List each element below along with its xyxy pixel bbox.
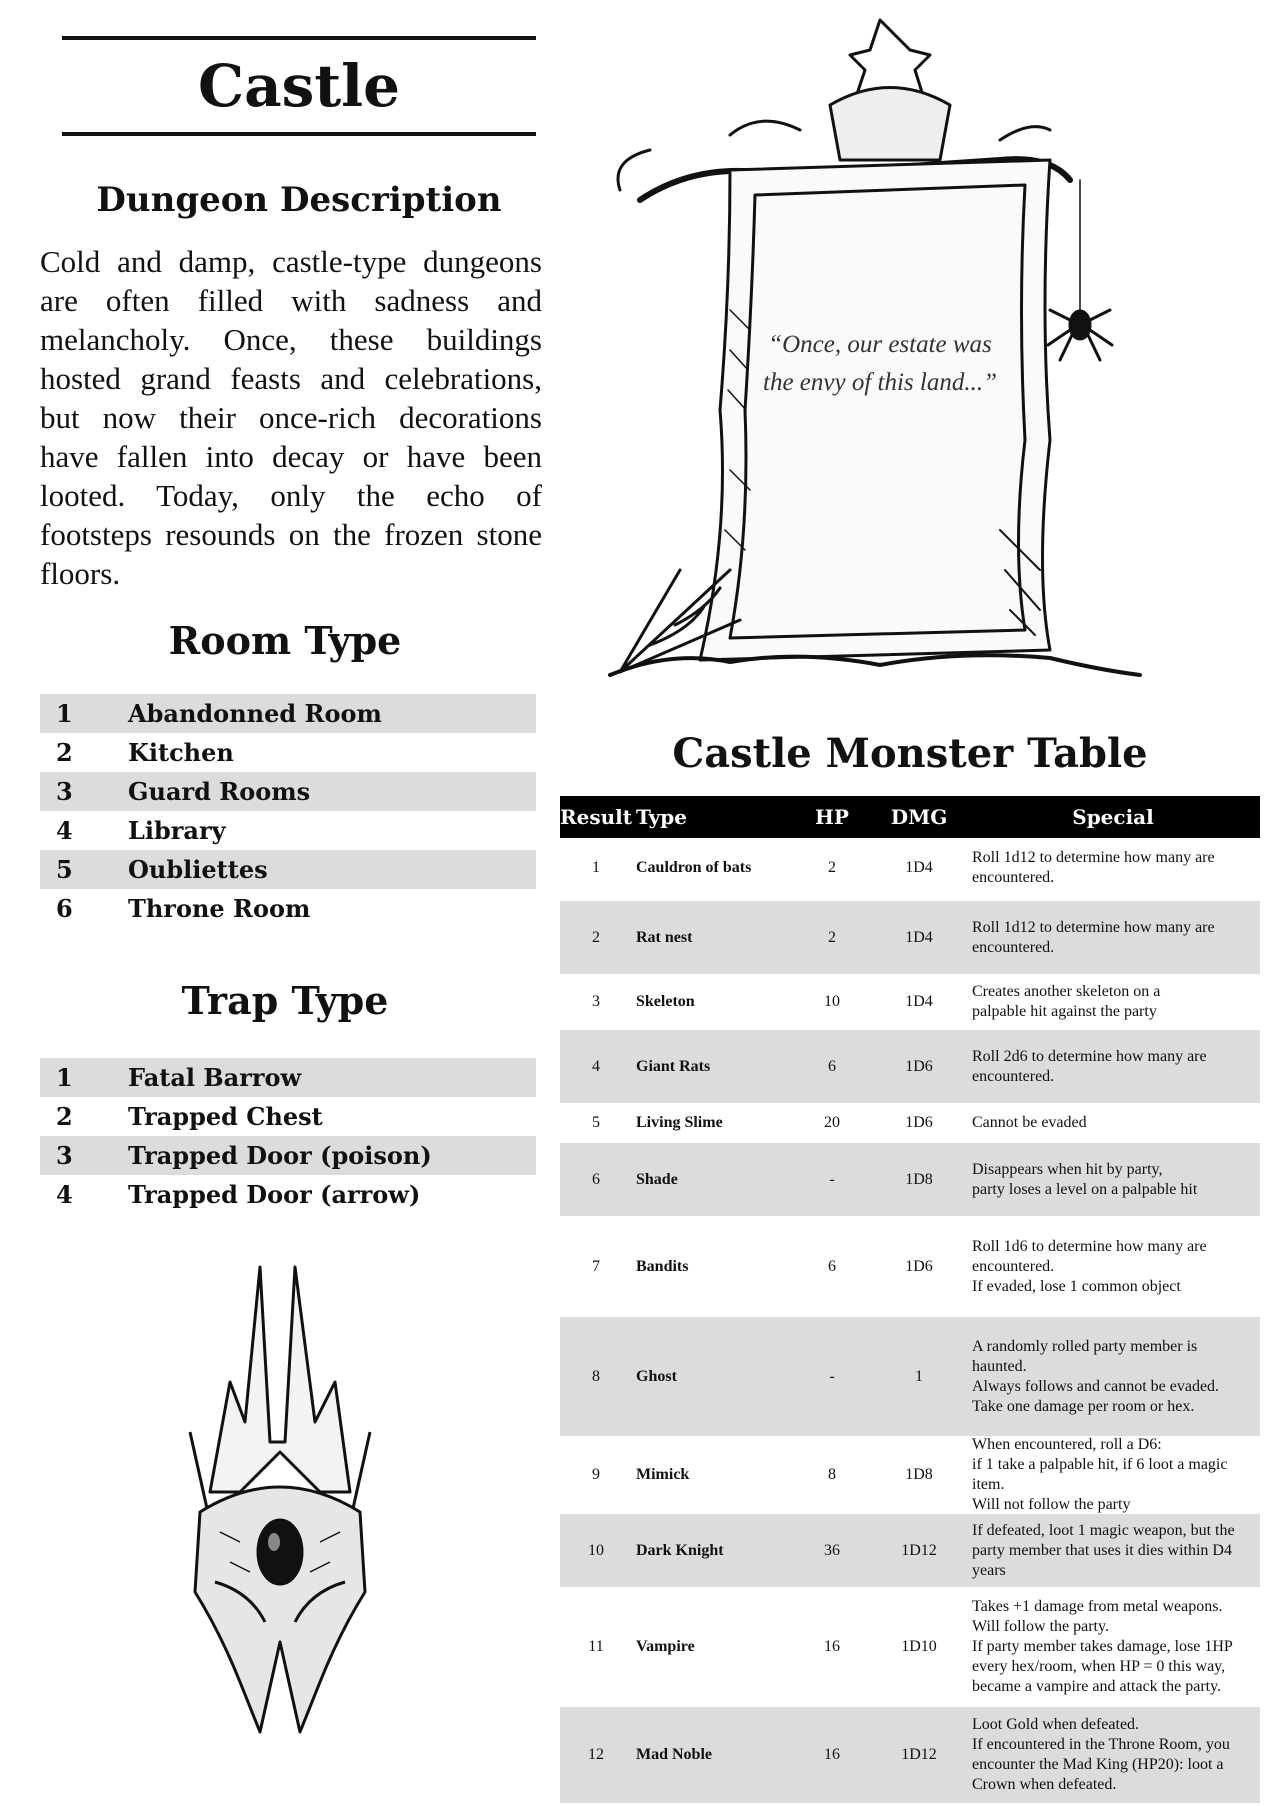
roll-number: 3 <box>56 1141 73 1170</box>
roll-number: 1 <box>56 699 73 728</box>
list-item <box>40 1136 536 1175</box>
type-cell: Bandits <box>636 1257 689 1275</box>
roll-number: 4 <box>56 816 73 845</box>
room-name: Oubliettes <box>128 855 268 884</box>
trap-name: Fatal Barrow <box>128 1063 302 1092</box>
table-header-row <box>560 796 1260 838</box>
hp-cell: 36 <box>824 1541 840 1559</box>
special-cell: Creates another skeleton on a palpable hit against the party <box>972 983 1161 1020</box>
monster-table-heading: Castle Monster Table <box>672 730 1148 777</box>
result-cell: 9 <box>592 1466 600 1483</box>
hp-cell: 16 <box>824 1638 840 1655</box>
special-cell: Cannot be evaded <box>972 1114 1087 1131</box>
dmg-cell: 1D8 <box>905 1170 933 1188</box>
ruined-banner-illustration <box>580 10 1200 710</box>
type-cell: Rat nest <box>636 928 693 946</box>
list-item <box>40 733 536 772</box>
result-cell: 3 <box>592 993 600 1010</box>
table-row <box>560 1707 1260 1806</box>
hp-cell: 2 <box>828 859 836 876</box>
type-cell: Mad Noble <box>636 1746 712 1763</box>
dmg-cell: 1D8 <box>905 1466 933 1483</box>
type-cell: Skeleton <box>636 993 695 1010</box>
dmg-cell: 1D12 <box>901 1541 937 1559</box>
table-row <box>560 901 1260 977</box>
special-cell: Takes +1 damage from metal weapons. Will follow the party. If party member takes damage, lose 1HP every hex/room, when HP = 0 this way, became a vampire and attack the party. <box>972 1598 1233 1695</box>
roll-number: 3 <box>56 777 73 806</box>
type-cell: Cauldron of bats <box>636 859 752 876</box>
trap-name: Trapped Door (arrow) <box>128 1180 421 1209</box>
monster-table <box>560 796 1260 1806</box>
list-item <box>40 811 536 850</box>
roll-number: 2 <box>56 1102 73 1131</box>
special-cell: A randomly rolled party member is haunted. Always follows and cannot be evaded. Take one damage per room or hex. <box>972 1337 1220 1415</box>
table-row <box>560 1219 1260 1317</box>
trap-type-list <box>40 1058 536 1214</box>
result-cell: 1 <box>592 859 600 876</box>
hp-cell: 8 <box>828 1466 836 1483</box>
trap-name: Trapped Chest <box>128 1102 323 1131</box>
special-cell: Roll 2d6 to determine how many are encountered. <box>972 1047 1207 1085</box>
dmg-cell: 1D4 <box>905 928 933 946</box>
dmg-cell: 1D4 <box>905 993 933 1010</box>
result-cell: 11 <box>588 1638 604 1655</box>
type-cell: Living Slime <box>636 1114 723 1131</box>
room-name: Guard Rooms <box>128 777 311 806</box>
special-cell: If defeated, loot 1 magic weapon, but the party member that uses it dies within D4 years <box>972 1521 1235 1579</box>
hp-cell: - <box>829 1367 835 1385</box>
special-cell: Roll 1d12 to determine how many are encountered. <box>972 849 1215 886</box>
hp-cell: - <box>829 1170 835 1188</box>
hp-cell: 16 <box>824 1746 840 1763</box>
table-row <box>560 1106 1260 1143</box>
list-item <box>40 1175 536 1214</box>
room-name: Kitchen <box>128 738 234 767</box>
hp-cell: 20 <box>824 1114 840 1131</box>
type-cell: Ghost <box>636 1367 677 1385</box>
type-cell: Dark Knight <box>636 1541 724 1559</box>
table-row <box>560 977 1260 1030</box>
dmg-cell: 1D12 <box>901 1746 937 1763</box>
table-row <box>560 1436 1260 1514</box>
result-cell: 5 <box>592 1114 600 1131</box>
type-cell: Giant Rats <box>636 1057 711 1075</box>
dmg-cell: 1D10 <box>901 1638 937 1655</box>
result-cell: 4 <box>592 1057 600 1075</box>
dmg-cell: 1 <box>915 1367 923 1385</box>
special-cell: Roll 1d12 to determine how many are encountered. <box>972 918 1215 956</box>
special-cell: Loot Gold when defeated. If encountered in the Throne Room, you encounter the Mad King (HP20): loot a Crown when defeated. <box>972 1716 1230 1793</box>
list-item <box>40 772 536 811</box>
roll-number: 4 <box>56 1180 73 1209</box>
column-header-hp: HP <box>815 805 849 829</box>
result-cell: 2 <box>592 928 600 946</box>
hp-cell: 6 <box>828 1257 836 1275</box>
dark-crown-helmet-illustration <box>170 1262 390 1762</box>
room-name: Throne Room <box>128 894 311 923</box>
table-row <box>560 1590 1260 1707</box>
list-item <box>40 850 536 889</box>
banner-quote-line-1: “Once, our estate was <box>768 331 992 358</box>
title-banner <box>62 36 536 136</box>
roll-number: 6 <box>56 894 73 923</box>
special-cell: Roll 1d6 to determine how many are encountered. If evaded, lose 1 common object <box>972 1237 1207 1295</box>
hp-cell: 10 <box>824 993 840 1010</box>
result-cell: 8 <box>592 1367 600 1385</box>
list-item <box>40 694 536 733</box>
table-row <box>560 1143 1260 1219</box>
roll-number: 5 <box>56 855 73 884</box>
table-row <box>560 838 1260 901</box>
list-item <box>40 1058 536 1097</box>
page-title: Castle <box>197 52 401 120</box>
dmg-cell: 1D6 <box>905 1114 933 1131</box>
room-name: Library <box>128 816 226 845</box>
hp-cell: 6 <box>828 1057 836 1075</box>
special-cell: When encountered, roll a D6: if 1 take a palpable hit, if 6 loot a magic item. Will not follow the party <box>972 1436 1228 1513</box>
special-cell: Disappears when hit by party, party loses a level on a palpable hit <box>972 1160 1198 1198</box>
dmg-cell: 1D6 <box>905 1257 933 1275</box>
list-item <box>40 889 536 928</box>
table-row <box>560 1514 1260 1590</box>
type-cell: Mimick <box>636 1466 690 1483</box>
banner-quote-line-2: the envy of this land...” <box>763 369 997 396</box>
type-cell: Vampire <box>636 1638 695 1655</box>
result-cell: 6 <box>592 1170 600 1188</box>
column-header-special: Special <box>1072 805 1154 829</box>
result-cell: 10 <box>588 1541 604 1559</box>
column-header-dmg: DMG <box>890 805 948 829</box>
title-bottom-rule <box>62 132 536 136</box>
list-item <box>40 1097 536 1136</box>
column-header-result: Result <box>560 805 632 829</box>
room-type-heading: Room Type <box>168 618 402 663</box>
result-cell: 7 <box>592 1257 600 1275</box>
column-header-type: Type <box>636 805 688 829</box>
roll-number: 1 <box>56 1063 73 1092</box>
dmg-cell: 1D6 <box>905 1057 933 1075</box>
table-row <box>560 1317 1260 1439</box>
type-cell: Shade <box>636 1170 678 1188</box>
hp-cell: 2 <box>828 928 836 946</box>
dungeon-description-text: Cold and damp, castle-type dungeons are often filled with sadness and melancholy. Once, these buildings hosted grand feasts and celebrations, but now their once-rich decorations have fallen into decay or have been looted. Today, only the echo of footsteps resounds on the frozen stone floors. <box>40 244 542 591</box>
trap-type-heading: Trap Type <box>181 978 389 1023</box>
trap-name: Trapped Door (poison) <box>128 1141 432 1170</box>
table-row <box>560 1030 1260 1106</box>
dmg-cell: 1D4 <box>905 859 933 876</box>
roll-number: 2 <box>56 738 73 767</box>
room-name: Abandonned Room <box>128 699 382 728</box>
result-cell: 12 <box>588 1746 604 1763</box>
dungeon-description-heading: Dungeon Description <box>96 180 502 220</box>
table-body <box>560 838 1260 1806</box>
room-type-list <box>40 694 536 928</box>
